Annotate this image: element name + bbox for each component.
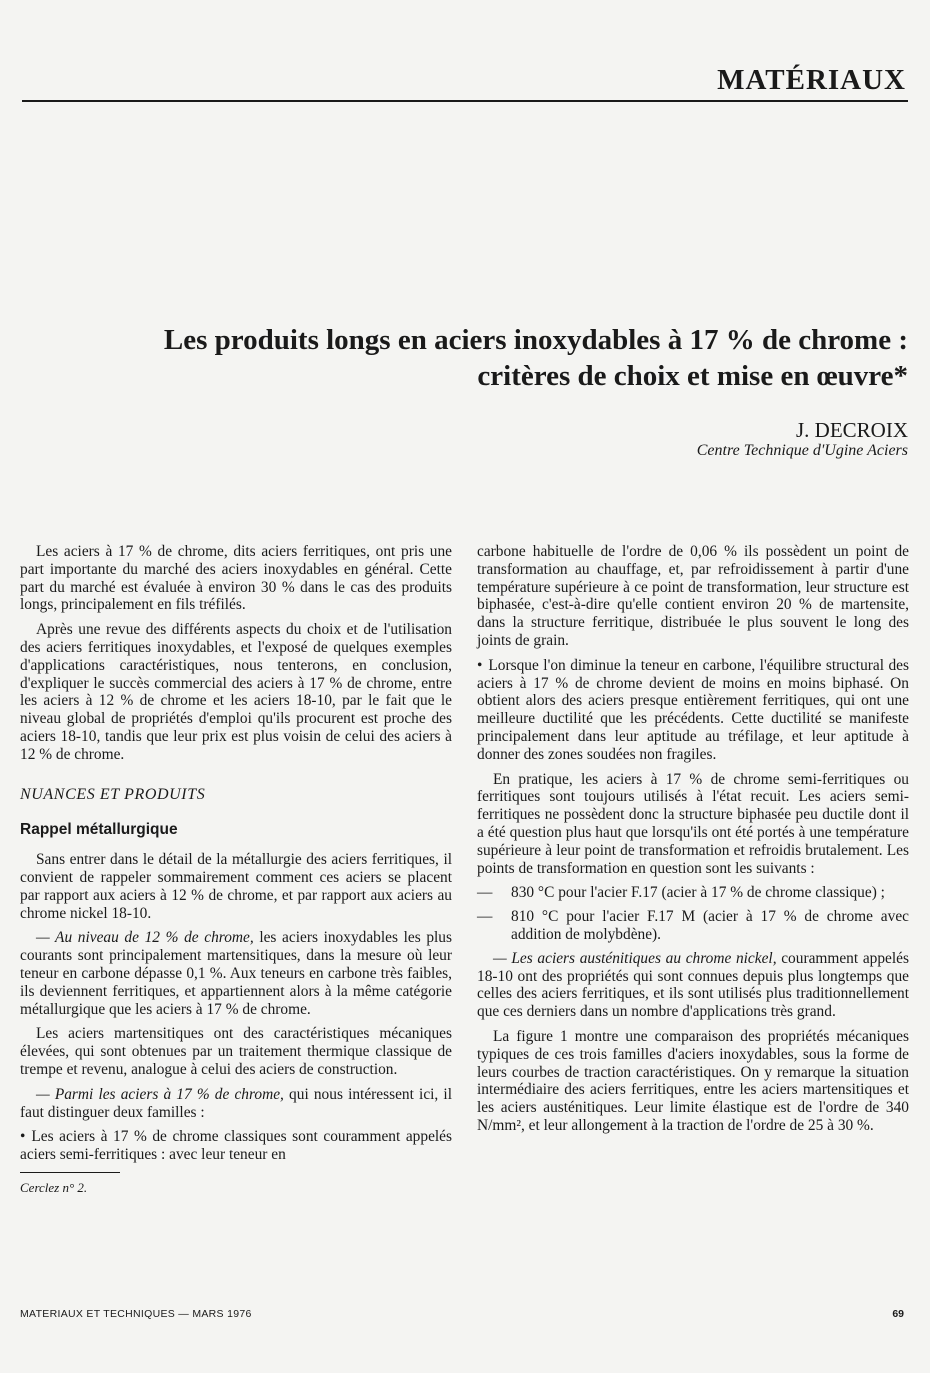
paragraph: Sans entrer dans le détail de la métallurgie des aciers ferritiques, il convient de rappeler sommairement comment ces aciers se placent par rapport aux aciers à 12 % de chrome, et par rapport aux aciers au chrome nickel 18-10.	[20, 851, 452, 922]
paragraph: carbone habituelle de l'ordre de 0,06 % ils possèdent un point de transformation au chauffage, et, par refroidissement à partir d'une température supérieure à ce point de transformation, leur structure est biphasée, c'est-à-dire qu'elle contient environ 20 % de martensite, dans la structure ferritique, distribuée le plus souvent le long des joints de grain.	[477, 543, 909, 649]
article-title	[108, 322, 908, 394]
emphasis: — Au niveau de 12 % de chrome,	[36, 929, 254, 947]
right-column	[477, 543, 909, 1142]
subsection-heading: Rappel métallurgique	[20, 821, 178, 839]
footnote: Cerclez n° 2.	[20, 1179, 88, 1195]
paragraph-text: Les aciers à 17 % de chrome classiques sont couramment appelés aciers semi-ferritiques : avec leur teneur en	[20, 1128, 452, 1164]
bullet-paragraph	[477, 657, 909, 764]
paragraph: La figure 1 montre une comparaison des propriétés mécaniques typiques de ces trois familles d'aciers inoxydables, sous la forme de leurs courbes de traction caractéristiques. On y remarque la situation intermédiaire des aciers ferritiques, entre les aciers martensitiques et les aciers austénitiques. Leur limite élastique est de l'ordre de 340 N/mm², et leur allongement à la traction de l'ordre de 25 à 30 %.	[477, 1027, 909, 1134]
paragraph: Les aciers à 17 % de chrome, dits aciers ferritiques, ont pris une part importante du marché des aciers inoxydables en général. Cette part du marché est évaluée à environ 30 % dans le cas des produits longs, principalement en fils tréfilés.	[20, 543, 452, 614]
paragraph: Les aciers martensitiques ont des caractéristiques mécaniques élevées, qui sont obtenues par un traitement thermique classique de trempe et revenu, analogue à celui des aciers de construction.	[20, 1025, 452, 1078]
paragraph: Après une revue des différents aspects du choix et de l'utilisation des aciers ferritiques inoxydables, et l'exposé de quelques exemples d'applications caractéristiques, nous tenterons, en conclusion, d'expliquer le succès commercial des aciers à 17 % de chrome, entre les aciers à 12 % de chrome et les aciers 18-10, par le fait que le niveau global de propriétés d'emploi qu'ils procurent est proche des aciers 18-10, tandis que leur prix est plus voisin de celui des aciers à 12 % de chrome.	[20, 621, 452, 763]
paragraph-text: Lorsque l'on diminue la teneur en carbone, l'équilibre structural des aciers à 17 % de chrome devient de moins en moins biphasé. On obtient alors des aciers presque entièrement ferritiques, qui ont une meilleure ductilité que les précédents. Cette ductilité se manifeste principalement dans leur aptitude au tréfilage, et leur aptitude à donner des zones soudées non fragiles.	[477, 656, 909, 763]
journal-footer: MATERIAUX ET TECHNIQUES — MARS 1976	[20, 1308, 252, 1320]
paragraph	[477, 950, 909, 1021]
paragraph	[20, 929, 452, 1018]
footnote-rule	[20, 1172, 120, 1173]
left-column	[20, 543, 452, 1197]
title-line-2: critères de choix et mise en œuvre*	[477, 360, 908, 392]
dash-marker: —	[477, 884, 493, 902]
paragraph-text: les aciers inoxydables les plus courants sont principalement martensitiques, dans la mesure où leur teneur en carbone dépasse 0,1 %. Aux teneurs en carbone très faibles, ils deviennent ferritiques, et appartiennent alors à la même catégorie métallurgique que les aciers à 17 % de chrome.	[20, 929, 452, 1018]
title-line-1: Les produits longs en aciers inoxydables à 17 % de chrome :	[163, 324, 908, 356]
paragraph-text: qui nous intéressent ici, il faut distinguer deux familles :	[20, 1085, 452, 1121]
bullet-icon	[477, 657, 488, 674]
paragraph: En pratique, les aciers à 17 % de chrome semi-ferritiques ou ferritiques sont toujours utilisés à l'état recuit. Les aciers semi-ferritiques ne possèdent donc la structure biphasée peu ductile dont il a été question plus haut que lorsqu'ils ont été portés à une température supérieure à leur point de transformation et refroidis brutalement. Les points de transformation en question sont les suivants :	[477, 770, 909, 877]
bullet-paragraph	[20, 1128, 452, 1164]
author-name: J. DECROIX	[795, 418, 908, 442]
emphasis: — Les aciers austénitiques au chrome nickel,	[493, 949, 777, 967]
list-item-text: 830 °C pour l'acier F.17 (acier à 17 % de chrome classique) ;	[511, 884, 885, 902]
section-heading: NUANCES ET PRODUITS	[20, 785, 206, 803]
page-number: 69	[892, 1308, 904, 1320]
list-item	[477, 908, 909, 944]
emphasis: — Parmi les aciers à 17 % de chrome,	[36, 1085, 284, 1103]
header-rule	[22, 100, 908, 102]
paragraph-text: couramment appelés 18-10 ont des propriétés qui sont connues depuis plus longtemps que celles des aciers ferritiques, et ils sont utilisés plus traditionnellement que ces derniers dans un nombre d'applications très grand.	[477, 949, 909, 1021]
section-title: MATÉRIAUX	[717, 64, 906, 96]
list-item-text: 810 °C pour l'acier F.17 M (acier à 17 % de chrome avec addition de molybdène).	[511, 908, 909, 943]
list-item	[477, 884, 909, 902]
bullet-icon	[20, 1128, 31, 1145]
dash-marker: —	[477, 908, 493, 926]
author-affiliation: Centre Technique d'Ugine Aciers	[696, 442, 908, 459]
paragraph	[20, 1086, 452, 1122]
